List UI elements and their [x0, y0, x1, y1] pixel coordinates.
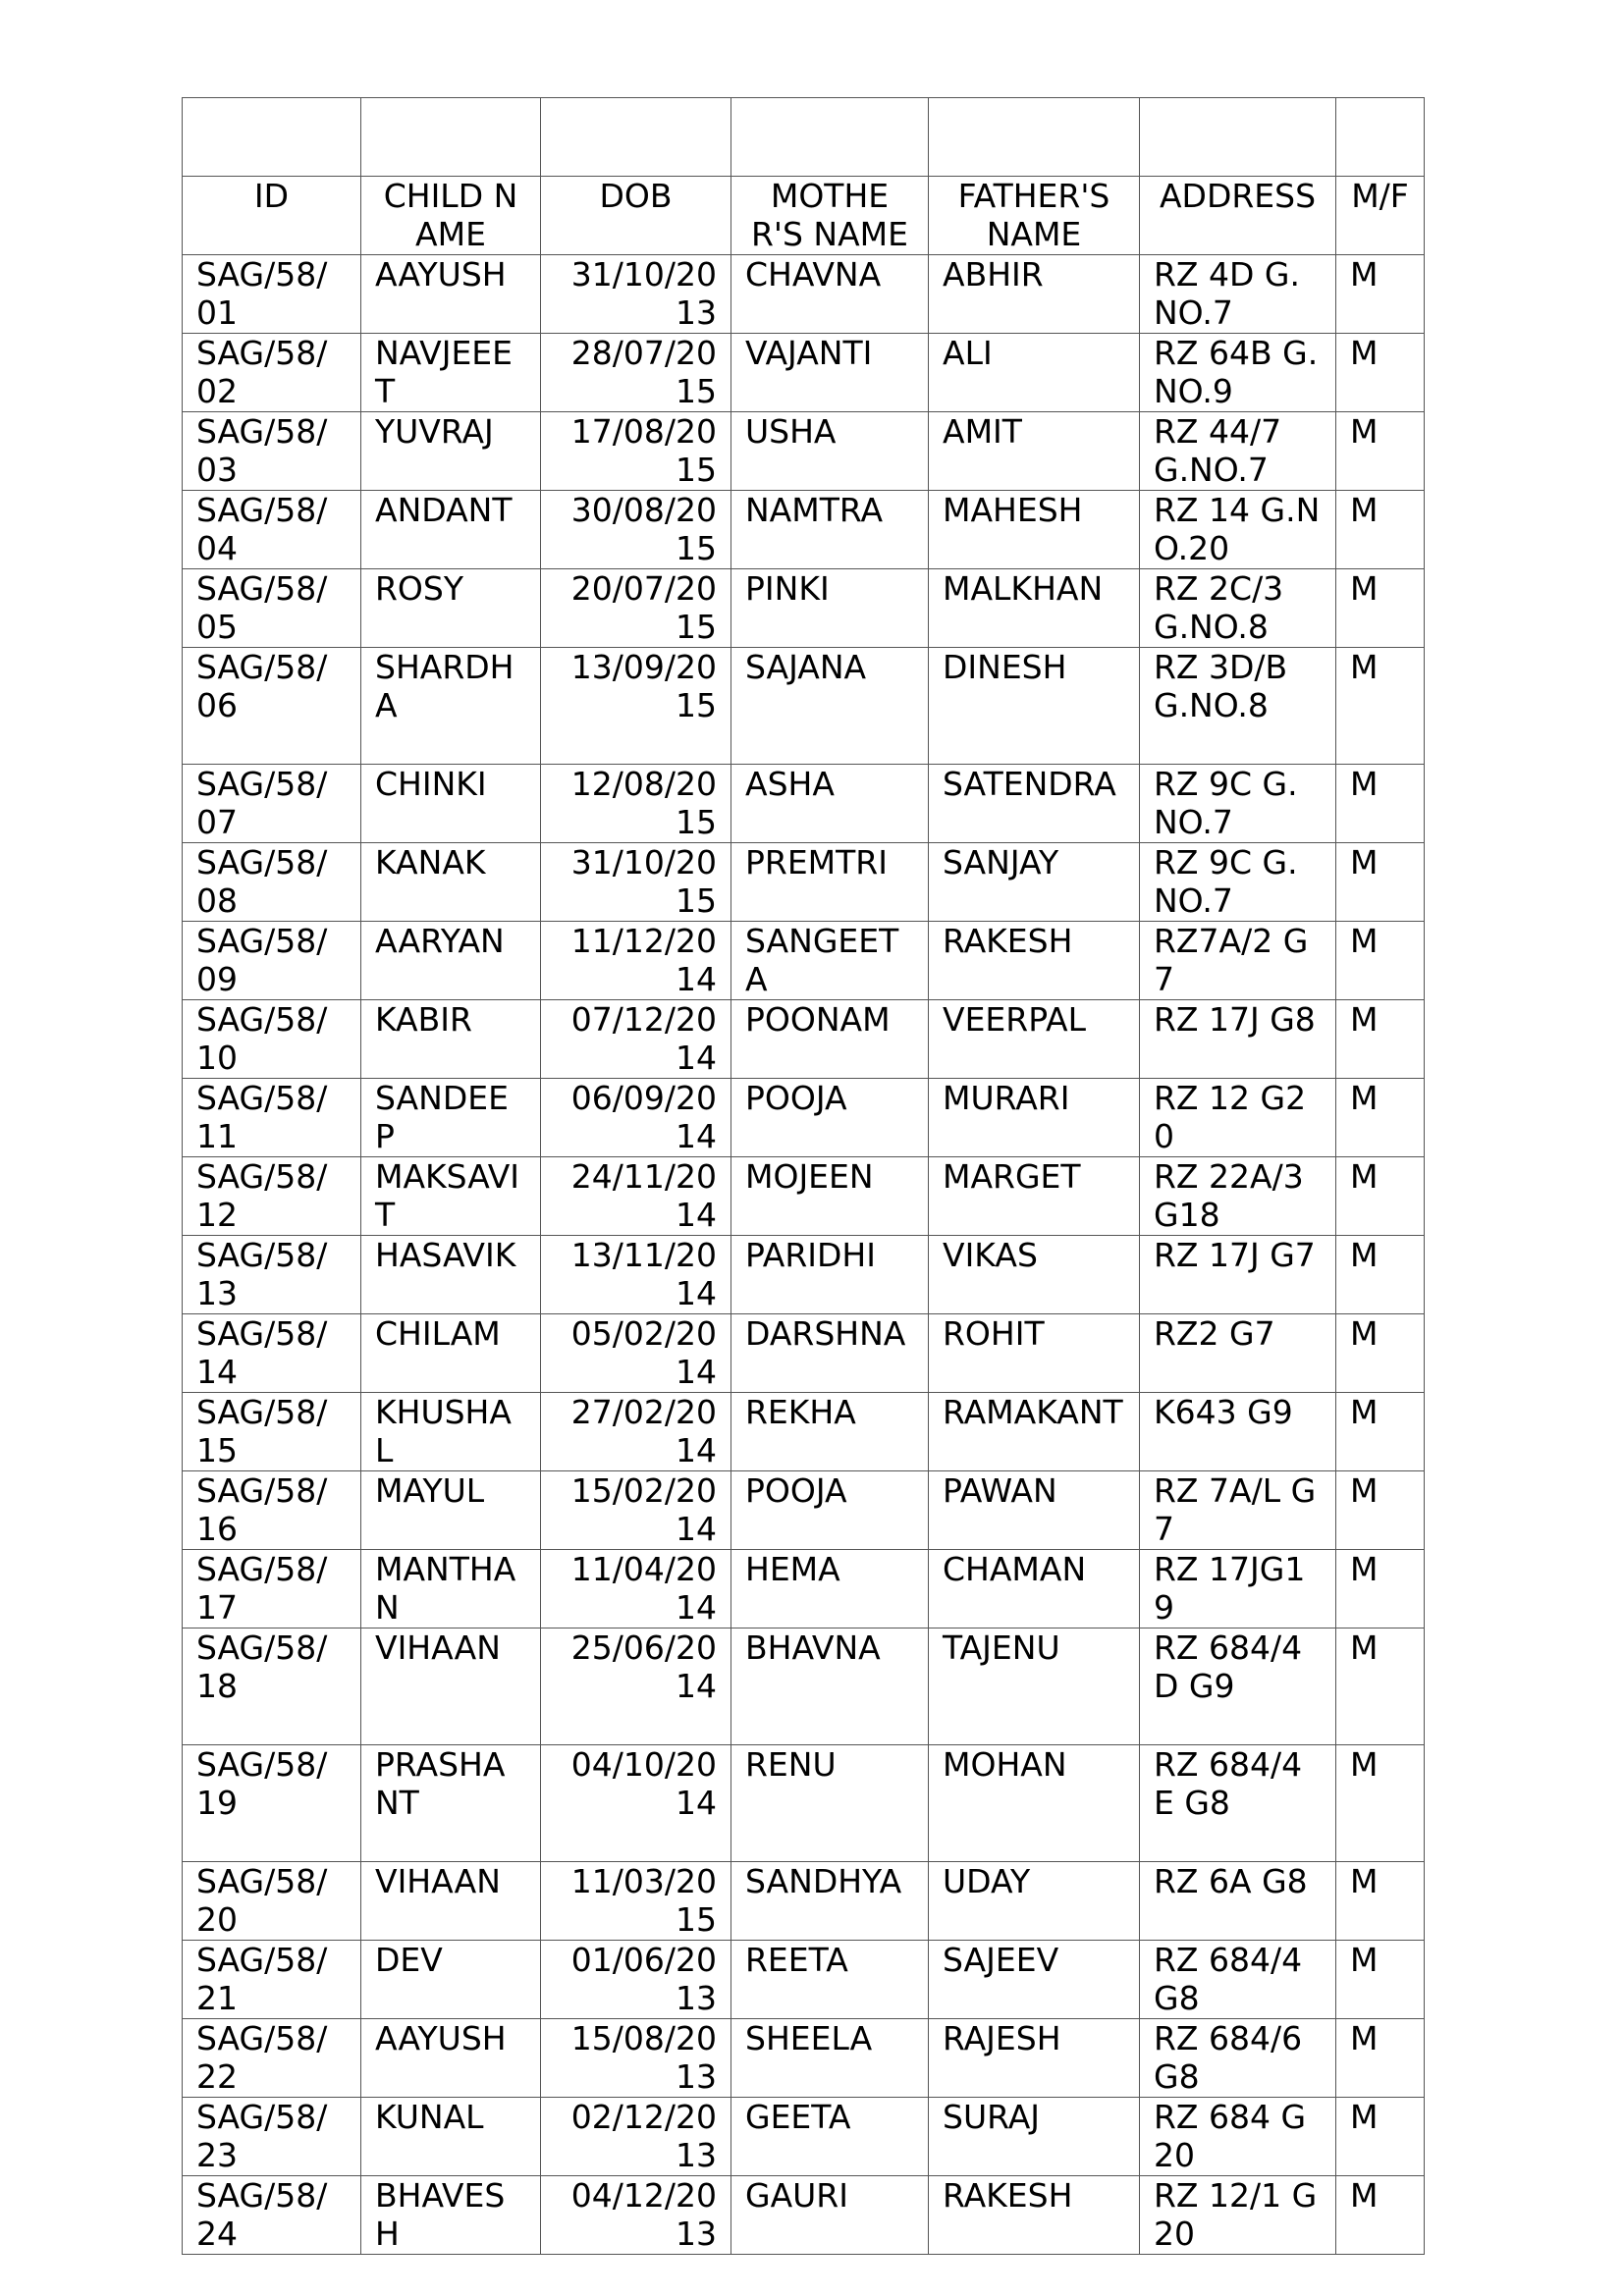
cell-dob: 13/11/2014: [541, 1236, 731, 1314]
cell-address: RZ 17JG19: [1140, 1550, 1336, 1629]
cell-id: SAG/58/08: [183, 843, 361, 922]
cell-address: K643 G9: [1140, 1393, 1336, 1471]
table-row: [183, 1941, 1425, 2019]
cell-dob: 13/09/2015: [541, 648, 731, 765]
cell-child-name: CHILAM: [361, 1314, 541, 1393]
cell-dob: 02/12/2013: [541, 2098, 731, 2176]
cell-mothers-name: POONAM: [731, 1000, 929, 1079]
cell-dob: 31/10/2015: [541, 843, 731, 922]
cell-sex: M: [1336, 1862, 1425, 1941]
cell-id: SAG/58/21: [183, 1941, 361, 2019]
cell-mothers-name: SANGEETA: [731, 922, 929, 1000]
cell-id: SAG/58/24: [183, 2176, 361, 2255]
blank-cell: [541, 98, 731, 177]
table-row: [183, 922, 1425, 1000]
cell-dob: 17/08/2015: [541, 412, 731, 491]
cell-dob: 25/06/2014: [541, 1629, 731, 1745]
cell-dob: 04/12/2013: [541, 2176, 731, 2255]
cell-child-name: KANAK: [361, 843, 541, 922]
cell-dob: 11/12/2014: [541, 922, 731, 1000]
cell-child-name: HASAVIK: [361, 1236, 541, 1314]
cell-sex: M: [1336, 765, 1425, 843]
table-row: [183, 1550, 1425, 1629]
cell-dob: 15/02/2014: [541, 1471, 731, 1550]
cell-id: SAG/58/11: [183, 1079, 361, 1157]
cell-sex: M: [1336, 2098, 1425, 2176]
cell-address: RZ 22A/3 G18: [1140, 1157, 1336, 1236]
cell-child-name: AARYAN: [361, 922, 541, 1000]
cell-fathers-name: MARGET: [929, 1157, 1140, 1236]
cell-sex: M: [1336, 2019, 1425, 2098]
cell-id: SAG/58/01: [183, 255, 361, 334]
cell-address: RZ 6A G8: [1140, 1862, 1336, 1941]
cell-fathers-name: RAJESH: [929, 2019, 1140, 2098]
cell-dob: 30/08/2015: [541, 491, 731, 569]
cell-address: RZ 44/7 G.NO.7: [1140, 412, 1336, 491]
cell-dob: 24/11/2014: [541, 1157, 731, 1236]
header-id: ID: [183, 177, 361, 255]
table-row: [183, 2098, 1425, 2176]
cell-sex: M: [1336, 334, 1425, 412]
cell-fathers-name: MOHAN: [929, 1745, 1140, 1862]
cell-dob: 12/08/2015: [541, 765, 731, 843]
blank-cell: [731, 98, 929, 177]
cell-sex: M: [1336, 569, 1425, 648]
cell-id: SAG/58/07: [183, 765, 361, 843]
header-address: ADDRESS: [1140, 177, 1336, 255]
cell-address: RZ 684/4E G8: [1140, 1745, 1336, 1862]
cell-sex: M: [1336, 843, 1425, 922]
table-row: [183, 491, 1425, 569]
table-row: [183, 412, 1425, 491]
cell-mothers-name: MOJEEN: [731, 1157, 929, 1236]
cell-sex: M: [1336, 491, 1425, 569]
cell-fathers-name: MURARI: [929, 1079, 1140, 1157]
table-row: [183, 1471, 1425, 1550]
cell-id: SAG/58/02: [183, 334, 361, 412]
cell-dob: 11/04/2014: [541, 1550, 731, 1629]
cell-sex: M: [1336, 1941, 1425, 2019]
cell-id: SAG/58/15: [183, 1393, 361, 1471]
cell-id: SAG/58/12: [183, 1157, 361, 1236]
cell-id: SAG/58/09: [183, 922, 361, 1000]
cell-fathers-name: RAKESH: [929, 922, 1140, 1000]
cell-sex: M: [1336, 1629, 1425, 1745]
cell-mothers-name: GEETA: [731, 2098, 929, 2176]
cell-id: SAG/58/04: [183, 491, 361, 569]
cell-sex: M: [1336, 1314, 1425, 1393]
cell-sex: M: [1336, 1236, 1425, 1314]
table-row: [183, 2019, 1425, 2098]
cell-fathers-name: CHAMAN: [929, 1550, 1140, 1629]
blank-cell: [183, 98, 361, 177]
cell-child-name: AAYUSH: [361, 255, 541, 334]
cell-fathers-name: MAHESH: [929, 491, 1140, 569]
cell-mothers-name: PARIDHI: [731, 1236, 929, 1314]
cell-fathers-name: RAMAKANT: [929, 1393, 1140, 1471]
cell-mothers-name: CHAVNA: [731, 255, 929, 334]
cell-address: RZ 2C/3 G.NO.8: [1140, 569, 1336, 648]
cell-child-name: KUNAL: [361, 2098, 541, 2176]
table-row: [183, 765, 1425, 843]
cell-id: SAG/58/13: [183, 1236, 361, 1314]
cell-sex: M: [1336, 1550, 1425, 1629]
table-row: [183, 1157, 1425, 1236]
cell-dob: 05/02/2014: [541, 1314, 731, 1393]
cell-fathers-name: ABHIR: [929, 255, 1140, 334]
cell-child-name: YUVRAJ: [361, 412, 541, 491]
cell-child-name: ROSY: [361, 569, 541, 648]
cell-sex: M: [1336, 1745, 1425, 1862]
cell-id: SAG/58/23: [183, 2098, 361, 2176]
cell-fathers-name: DINESH: [929, 648, 1140, 765]
cell-mothers-name: ASHA: [731, 765, 929, 843]
cell-dob: 31/10/2013: [541, 255, 731, 334]
cell-sex: M: [1336, 922, 1425, 1000]
cell-mothers-name: POOJA: [731, 1471, 929, 1550]
cell-address: RZ 17J G7: [1140, 1236, 1336, 1314]
blank-row: [183, 98, 1425, 177]
cell-mothers-name: DARSHNA: [731, 1314, 929, 1393]
cell-mothers-name: POOJA: [731, 1079, 929, 1157]
header-mothers-name: MOTHER'S NAME: [731, 177, 929, 255]
cell-mothers-name: REETA: [731, 1941, 929, 2019]
cell-dob: 06/09/2014: [541, 1079, 731, 1157]
cell-mothers-name: SAJANA: [731, 648, 929, 765]
cell-mothers-name: NAMTRA: [731, 491, 929, 569]
cell-dob: 27/02/2014: [541, 1393, 731, 1471]
table-row: [183, 1000, 1425, 1079]
cell-child-name: PRASHANT: [361, 1745, 541, 1862]
header-sex: M/F: [1336, 177, 1425, 255]
cell-dob: 20/07/2015: [541, 569, 731, 648]
blank-cell: [1336, 98, 1425, 177]
table-row: [183, 1629, 1425, 1745]
cell-dob: 11/03/2015: [541, 1862, 731, 1941]
cell-child-name: VIHAAN: [361, 1629, 541, 1745]
header-dob: DOB: [541, 177, 731, 255]
cell-child-name: DEV: [361, 1941, 541, 2019]
cell-id: SAG/58/20: [183, 1862, 361, 1941]
table-row: [183, 1236, 1425, 1314]
cell-dob: 28/07/2015: [541, 334, 731, 412]
cell-address: RZ 9C G.NO.7: [1140, 765, 1336, 843]
table-row: [183, 255, 1425, 334]
cell-fathers-name: MALKHAN: [929, 569, 1140, 648]
cell-child-name: SHARDHA: [361, 648, 541, 765]
cell-address: RZ 14 G.NO.20: [1140, 491, 1336, 569]
cell-id: SAG/58/10: [183, 1000, 361, 1079]
cell-fathers-name: SANJAY: [929, 843, 1140, 922]
cell-address: RZ7A/2 G7: [1140, 922, 1336, 1000]
table-row: [183, 1393, 1425, 1471]
cell-id: SAG/58/17: [183, 1550, 361, 1629]
cell-dob: 04/10/2014: [541, 1745, 731, 1862]
cell-mothers-name: REKHA: [731, 1393, 929, 1471]
cell-dob: 01/06/2013: [541, 1941, 731, 2019]
cell-sex: M: [1336, 1079, 1425, 1157]
children-register-table: [182, 97, 1425, 2255]
cell-child-name: MANTHAN: [361, 1550, 541, 1629]
cell-mothers-name: PREMTRI: [731, 843, 929, 922]
cell-address: RZ 64B G.NO.9: [1140, 334, 1336, 412]
cell-mothers-name: RENU: [731, 1745, 929, 1862]
cell-id: SAG/58/03: [183, 412, 361, 491]
cell-address: RZ 684/4 G8: [1140, 1941, 1336, 2019]
cell-address: RZ2 G7: [1140, 1314, 1336, 1393]
cell-mothers-name: PINKI: [731, 569, 929, 648]
blank-cell: [361, 98, 541, 177]
blank-cell: [1140, 98, 1336, 177]
cell-sex: M: [1336, 1157, 1425, 1236]
cell-child-name: NAVJEEET: [361, 334, 541, 412]
cell-mothers-name: USHA: [731, 412, 929, 491]
header-row: [183, 177, 1425, 255]
cell-fathers-name: VIKAS: [929, 1236, 1140, 1314]
cell-id: SAG/58/22: [183, 2019, 361, 2098]
cell-fathers-name: RAKESH: [929, 2176, 1140, 2255]
table-row: [183, 648, 1425, 765]
cell-sex: M: [1336, 648, 1425, 765]
header-fathers-name: FATHER'S NAME: [929, 177, 1140, 255]
cell-id: SAG/58/05: [183, 569, 361, 648]
cell-child-name: VIHAAN: [361, 1862, 541, 1941]
cell-address: RZ 4D G.NO.7: [1140, 255, 1336, 334]
table-row: [183, 843, 1425, 922]
cell-sex: M: [1336, 1000, 1425, 1079]
cell-child-name: CHINKI: [361, 765, 541, 843]
cell-child-name: SANDEEP: [361, 1079, 541, 1157]
table-row: [183, 1745, 1425, 1862]
blank-cell: [929, 98, 1140, 177]
cell-id: SAG/58/16: [183, 1471, 361, 1550]
table-row: [183, 1314, 1425, 1393]
cell-mothers-name: HEMA: [731, 1550, 929, 1629]
cell-sex: M: [1336, 1393, 1425, 1471]
cell-address: RZ 17J G8: [1140, 1000, 1336, 1079]
cell-sex: M: [1336, 2176, 1425, 2255]
cell-child-name: AAYUSH: [361, 2019, 541, 2098]
cell-child-name: KABIR: [361, 1000, 541, 1079]
table-row: [183, 1862, 1425, 1941]
cell-fathers-name: AMIT: [929, 412, 1140, 491]
cell-address: RZ 7A/L G7: [1140, 1471, 1336, 1550]
header-child-name: CHILD NAME: [361, 177, 541, 255]
table-row: [183, 1079, 1425, 1157]
cell-id: SAG/58/18: [183, 1629, 361, 1745]
cell-fathers-name: ALI: [929, 334, 1140, 412]
cell-id: SAG/58/19: [183, 1745, 361, 1862]
cell-mothers-name: BHAVNA: [731, 1629, 929, 1745]
cell-child-name: MAYUL: [361, 1471, 541, 1550]
cell-fathers-name: SAJEEV: [929, 1941, 1140, 2019]
cell-address: RZ 9C G.NO.7: [1140, 843, 1336, 922]
cell-id: SAG/58/06: [183, 648, 361, 765]
cell-fathers-name: VEERPAL: [929, 1000, 1140, 1079]
cell-sex: M: [1336, 412, 1425, 491]
cell-dob: 07/12/2014: [541, 1000, 731, 1079]
table-row: [183, 2176, 1425, 2255]
cell-fathers-name: TAJENU: [929, 1629, 1140, 1745]
cell-address: RZ 12/1 G20: [1140, 2176, 1336, 2255]
cell-address: RZ 3D/BG.NO.8: [1140, 648, 1336, 765]
cell-fathers-name: ROHIT: [929, 1314, 1140, 1393]
cell-dob: 15/08/2013: [541, 2019, 731, 2098]
cell-mothers-name: GAURI: [731, 2176, 929, 2255]
cell-child-name: ANDANT: [361, 491, 541, 569]
cell-child-name: KHUSHAL: [361, 1393, 541, 1471]
table-row: [183, 334, 1425, 412]
cell-sex: M: [1336, 1471, 1425, 1550]
cell-fathers-name: SATENDRA: [929, 765, 1140, 843]
cell-address: RZ 684/6 G8: [1140, 2019, 1336, 2098]
cell-child-name: MAKSAVIT: [361, 1157, 541, 1236]
cell-fathers-name: SURAJ: [929, 2098, 1140, 2176]
cell-id: SAG/58/14: [183, 1314, 361, 1393]
cell-address: RZ 12 G20: [1140, 1079, 1336, 1157]
cell-fathers-name: PAWAN: [929, 1471, 1140, 1550]
table-row: [183, 569, 1425, 648]
cell-fathers-name: UDAY: [929, 1862, 1140, 1941]
cell-mothers-name: SANDHYA: [731, 1862, 929, 1941]
cell-child-name: BHAVESH: [361, 2176, 541, 2255]
cell-address: RZ 684 G20: [1140, 2098, 1336, 2176]
cell-sex: M: [1336, 255, 1425, 334]
cell-mothers-name: VAJANTI: [731, 334, 929, 412]
cell-address: RZ 684/4D G9: [1140, 1629, 1336, 1745]
cell-mothers-name: SHEELA: [731, 2019, 929, 2098]
